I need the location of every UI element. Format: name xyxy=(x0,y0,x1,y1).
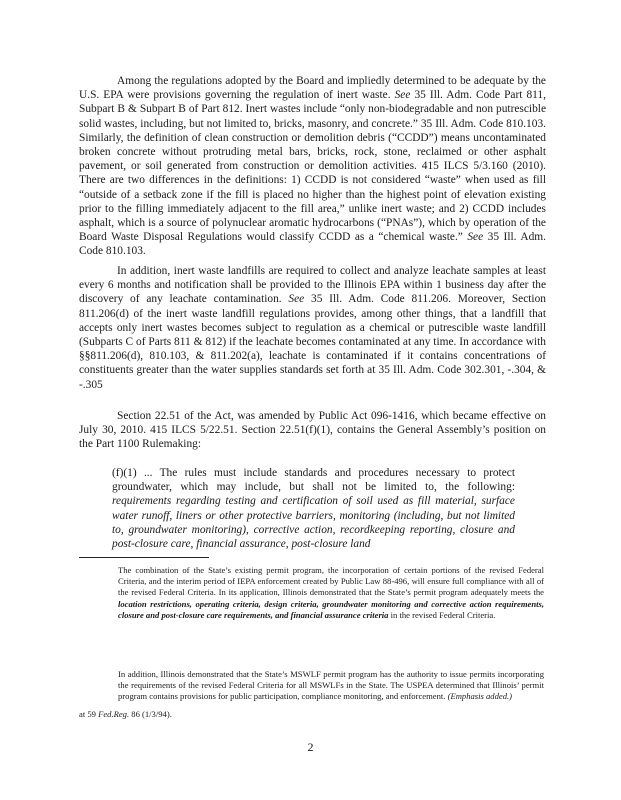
text-run: requirements regarding testing and certification of soil used as fill material, surface water runoff, liners or other protective barriers, monitoring (including, but not limited to, groundwater monitoring), corrective action, recordkeeping reporting, closure and post-closure care, financial assurance, post-closure land xyxy=(112,495,515,551)
text-run: (Emphasis added.) xyxy=(447,691,513,702)
text-run: 35 Ill. Adm. Code 811.206. Moreover, Section 811.206(d) of the inert waste landfill regulations provides, among other things, that a landfill that accepts only inert wastes becomes subject to regulation as a chemical or putrescible waste landfill (Subparts C of Parts 811 & 812) if the leachate becomes contaminated at any time. In accordance with §§811.206(d), 810.103, & 811.202(a), leachate is contaminated if it contains concentrations of constituents greater than the water supplies standards set forth at 35 Ill. Adm. Code 302.301, -.304, & -.305 xyxy=(79,293,546,391)
text-run: Fed.Reg. xyxy=(98,709,130,719)
text-run: in the revised Federal Criteria. xyxy=(388,609,496,620)
text-run: 86 (1/3/94). xyxy=(129,709,172,719)
block-quote xyxy=(112,466,515,551)
text-run: See xyxy=(394,89,411,102)
text-run: location restrictions, operating criteria, design criteria, groundwater monitoring and corrective action requirements, closure and post-closure care requirements, and financial assurance criteria xyxy=(118,598,544,620)
paragraph-inert-waste xyxy=(79,74,546,259)
paragraph-leachate xyxy=(79,264,546,392)
text-run: Section 22.51 of the Act, was amended by Public Act 096-1416, which became effective on July 30, 2010. 415 ILCS 5/22.51. Section 22.51(f)(1), contains the General Assembly’s position on the Part 1100 Rulemaking: xyxy=(79,410,546,451)
footnote-quote-paragraph-1 xyxy=(118,565,544,621)
text-run: at 59 xyxy=(79,709,99,719)
paragraph-section-22-51 xyxy=(79,409,546,452)
text-run: In addition, Illinois demonstrated that the State’s MSWLF permit program has the authority to issue permits incorporating the requirements of the revised Federal Criteria for all MSWLFs in the State. The USPEA determined that Illinois’ permit program contains provisions for public participation, compliance monitoring, and enforcement. xyxy=(118,669,544,702)
text-run: In addition, inert waste landfills are required to collect and analyze leachate samples at least every 6 months and notification shall be provided to the Illinois EPA within 1 business day after the discovery of any leachate contamination. xyxy=(79,265,546,306)
page-number: 2 xyxy=(307,740,314,754)
text-run: Among the regulations adopted by the Board and impliedly determined to be adequate by the U.S. EPA were provisions governing the regulation of inert waste. xyxy=(79,75,546,102)
footnote-citation xyxy=(79,709,172,720)
footnote-divider xyxy=(79,557,209,558)
text-run: (f)(1) ... The rules must include standards and procedures necessary to protect groundwater, which may include, but shall not be limited to, the following: xyxy=(112,467,515,494)
text-run: 35 Ill. Adm. Code 810.103. xyxy=(79,231,546,258)
footnote-quote-paragraph-2 xyxy=(118,669,544,703)
text-run: 35 Ill. Adm. Code Part 811, Subpart B & Subpart B of Part 812. Inert wastes include “only non-biodegradable and non putrescible solid wastes, including, but not limited to, bricks, masonry, and concrete.” 35 Ill. Adm. Code 810.103. Similarly, the definition of clean construction or demolition debris (“CCDD”) means uncontaminated broken concrete without protruding metal bars, bricks, rock, stone, reclaimed or other asphalt pavement, or soil generated from construction or demolition activities. 415 ILCS 5/3.160 (2010). There are two differences in the definitions: 1) CCDD is not considered “waste” when used as fill “outside of a setback zone if the fill is placed no higher than the highest point of elevation existing prior to the filling immediately adjacent to the fill area,” unlike inert waste; and 2) CCDD includes asphalt, which is a source of polynuclear aromatic hydrocarbons (“PNAs”), which by operation of the Board Waste Disposal Regulations would classify CCDD as a “chemical waste.” xyxy=(79,89,546,244)
text-run: See xyxy=(467,231,484,244)
text-run: See xyxy=(288,293,305,306)
text-run: The combination of the State’s existing permit program, the incorporation of certain portions of the revised Federal Criteria, and the interim period of IEPA enforcement created by Public Law 88-496, will ensure full compliance with all of the revised Federal Criteria. In its application, Illinois demonstrated that the State’s permit program adequately meets the xyxy=(118,565,544,598)
